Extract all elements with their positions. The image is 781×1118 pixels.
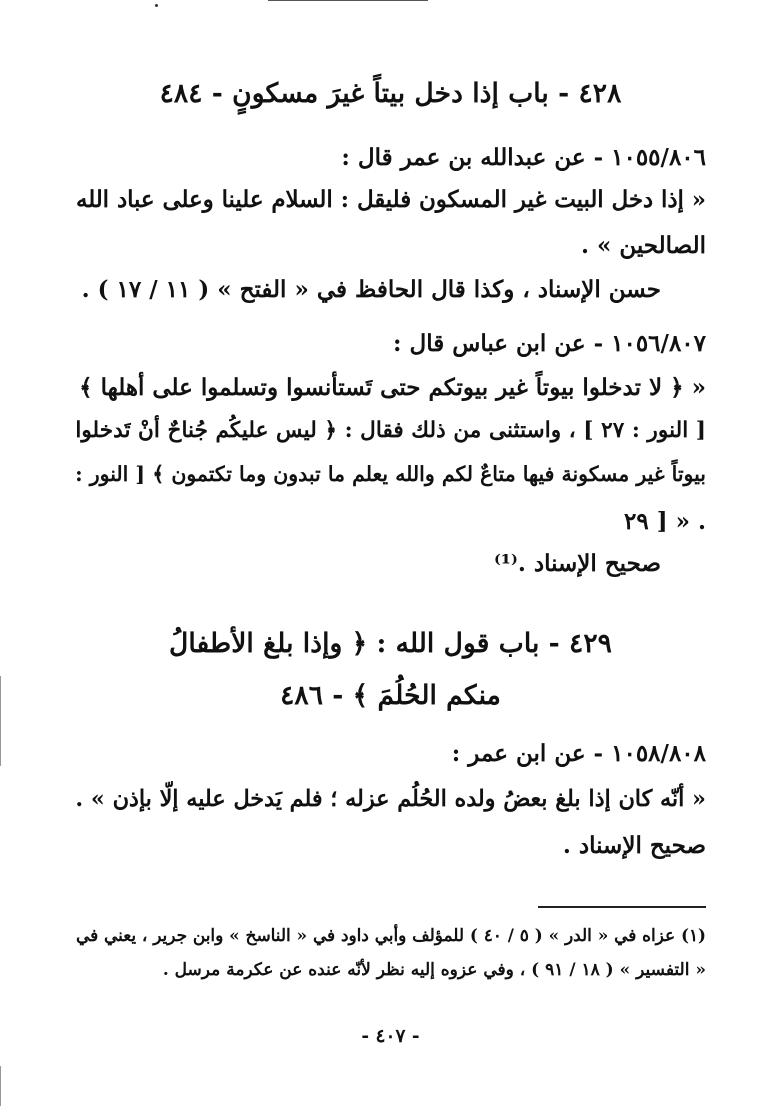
page-number: - ٤٠٧ - — [361, 1026, 420, 1047]
chapter-heading-429-line1: ٤٢٩ - باب قول الله : ﴿ وإذا بلغ الأطفالُ — [169, 628, 612, 659]
hadith-text-line: الصالحين » . — [580, 232, 706, 259]
hadith-text-line: « إذا دخل البيت غير المسكون فليقل : السلام علينا وعلى عباد الله — [75, 187, 706, 213]
hadith-text-line: « أنّه كان إذا بلغ بعضُ ولده الحُلُم عزله ؛ فلم يَدخل عليه إلّا بإذن » . — [75, 786, 706, 812]
hadith-text-line: « ﴿ لا تدخلوا بيوتاً غير بيوتكم حتى تَستأنسوا وتسلموا على أهلها ﴾ — [79, 374, 706, 401]
footnote-line: « التفسير » ( ١٨ / ٩١ ) ، وفي عزوه إليه نظر لأنّه عنده عن عكرمة مرسل . — [162, 960, 706, 980]
top-edge-rule — [268, 0, 428, 1]
footnote-rule — [538, 906, 706, 908]
hadith-grading: صحيح الإسناد . — [562, 832, 706, 859]
scan-margin-mark — [0, 1066, 1, 1106]
hadith-intro-808: ١٠٥٨/٨٠٨ - عن ابن عمر : — [451, 740, 706, 767]
hadith-intro-807: ١٠٥٦/٨٠٧ - عن ابن عباس قال : — [393, 330, 706, 357]
hadith-grading: صحيح الإسناد .⁽¹⁾ — [494, 550, 661, 577]
hadith-grading: حسن الإسناد ، وكذا قال الحافظ في « الفتح » ( ١١ / ١٧ ) . — [81, 276, 661, 303]
scan-dot — [155, 4, 158, 7]
chapter-heading-428: ٤٢٨ - باب إذا دخل بيتاً غيرَ مسكونٍ - ٤٨٤ — [159, 78, 622, 109]
chapter-heading-429-line2: منكم الحُلُمَ ﴾ - ٤٨٦ — [280, 680, 501, 711]
hadith-text-line: [ النور : ٢٧ ] ، واستثنى من ذلك فقال : ﴿ ليس عليكُم جُناحٌ أنْ تَدخلوا — [75, 418, 706, 443]
footnote-line: (١) عزاه في « الدر » ( ٥ / ٤٠ ) للمؤلف وأبي داود في « الناسخ » وابن جرير ، يعني في — [76, 925, 706, 945]
hadith-intro-806: ١٠٥٥/٨٠٦ - عن عبدالله بن عمر قال : — [341, 144, 706, 171]
hadith-text-line: ٢٩ ] » . — [623, 508, 706, 535]
hadith-text-line: بيوتاً غير مسكونة فيها متاعٌ لكم والله يعلم ما تبدون وما تكتمون ﴾ [ النور : — [75, 462, 706, 486]
